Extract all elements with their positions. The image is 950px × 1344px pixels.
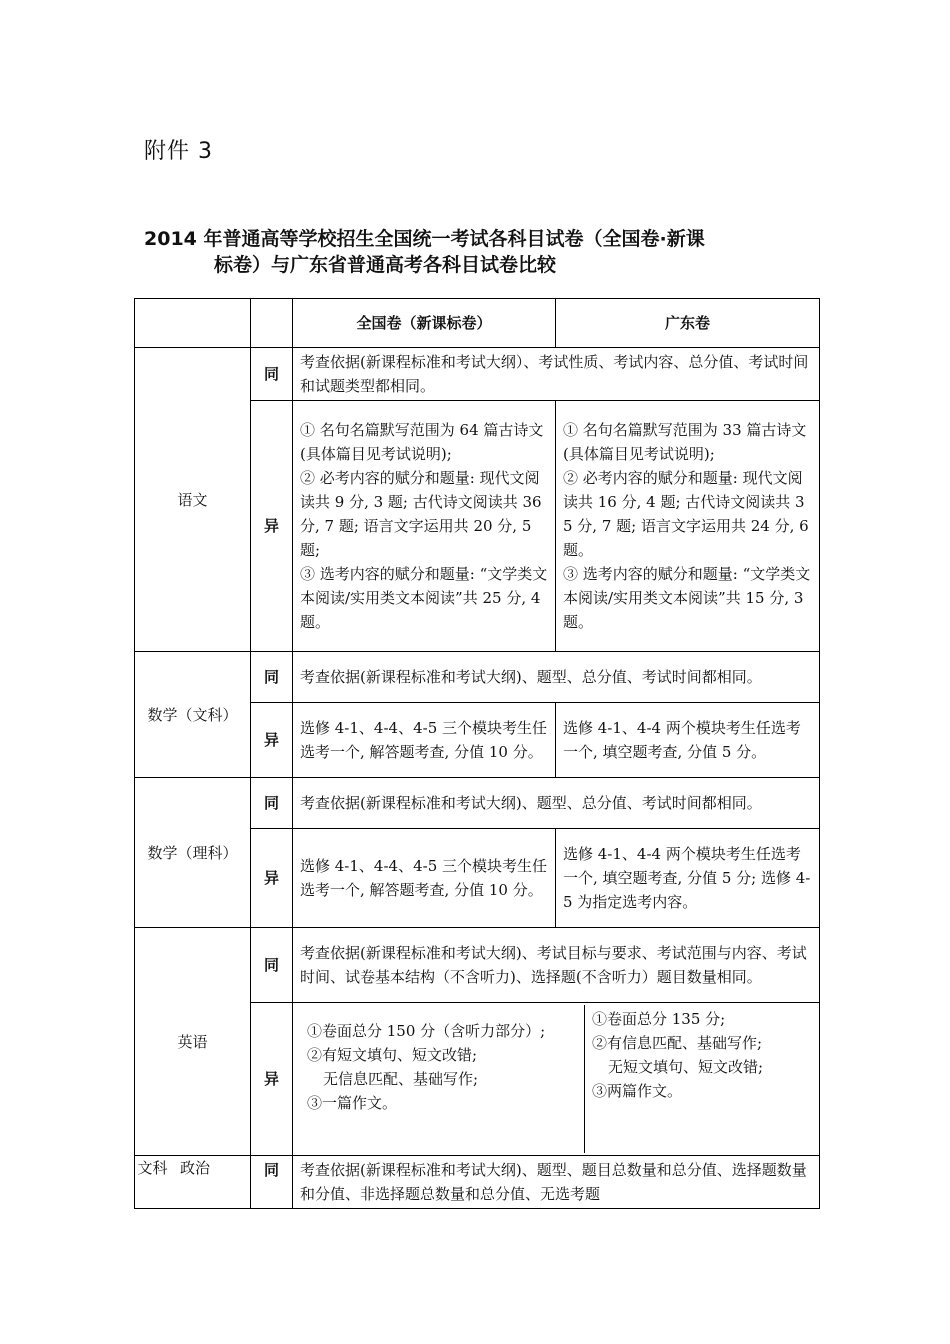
math-science-same-text: 考查依据(新课程标准和考试大纲)、题型、总分值、考试时间都相同。: [293, 778, 820, 829]
diff-label: 异: [251, 1003, 293, 1156]
same-label: 同: [251, 928, 293, 1003]
document-title: [144, 226, 824, 278]
english-same-text: 考查依据(新课程标准和考试大纲)、考试目标与要求、考试范围与内容、考试时间、试卷基本结构（不含听力)、选择题(不含听力）题目数量相同。: [293, 928, 820, 1003]
list-item: ③一篇作文。: [307, 1094, 398, 1112]
chinese-diff-guangdong: [556, 401, 820, 652]
diff-label: 异: [251, 829, 293, 928]
list-item: ② 必考内容的赋分和题量: 现代文阅读共 16 分, 4 题; 古代诗文阅读共 35 分, 7 题; 语言文字运用共 24 分, 6 题。: [563, 469, 809, 559]
table-row: [135, 778, 820, 829]
list-item: 无短文填句、短文改错;: [608, 1058, 764, 1076]
math-arts-diff-guangdong: 选修 4-1、4-4 两个模块考生任选考一个, 填空题考查, 分值 5 分。: [556, 703, 820, 778]
english-diff-national: [300, 1005, 584, 1153]
header-guangdong: 广东卷: [556, 299, 820, 348]
list-item: ③两篇作文。: [592, 1082, 683, 1100]
list-item: ③ 选考内容的赋分和题量: “文学类文本阅读/实用类文本阅读”共 15 分, 3 题。: [563, 565, 811, 631]
attachment-label: 附件 3: [144, 139, 213, 164]
subject-chinese: 语文: [135, 348, 251, 652]
table-row: [135, 1156, 820, 1209]
politics-same-text: 考查依据(新课程标准和考试大纲)、题型、题目总数量和总分值、选择题数量和分值、非选择题总数量和总分值、无选考题: [293, 1156, 820, 1209]
chinese-same-text: 考查依据(新课程标准和考试大纲）、考试性质、考试内容、总分值、考试时间和试题类型都相同。: [293, 348, 820, 401]
group-arts: 文科: [137, 1159, 168, 1177]
table-row: [135, 928, 820, 1003]
table-row: [135, 652, 820, 703]
list-item: ②有短文填句、短文改错;: [307, 1046, 478, 1064]
subject-politics: 政治: [180, 1159, 211, 1177]
table-row: [135, 348, 820, 401]
list-item: 无信息匹配、基础写作;: [323, 1070, 479, 1088]
list-item: ① 名句名篇默写范围为 33 篇古诗文(具体篇目见考试说明);: [563, 421, 807, 463]
diff-label: 异: [251, 703, 293, 778]
math-science-diff-guangdong: 选修 4-1、4-4 两个模块考生任选考一个, 填空题考查, 分值 5 分; 选修 4-5 为指定选考内容。: [556, 829, 820, 928]
list-item: ①卷面总分 135 分;: [592, 1010, 726, 1028]
list-item: ③ 选考内容的赋分和题量: “文学类文本阅读/实用类文本阅读”共 25 分, 4 题。: [300, 565, 548, 631]
header-national: 全国卷（新课标卷）: [293, 299, 556, 348]
same-label: 同: [251, 778, 293, 829]
header-blank-2: [251, 299, 293, 348]
same-label: 同: [251, 348, 293, 401]
list-item: ①卷面总分 150 分（含听力部分）;: [307, 1022, 546, 1040]
diff-label: 异: [251, 401, 293, 652]
politics-subject-cell: [135, 1156, 251, 1209]
subject-english: 英语: [135, 928, 251, 1156]
list-item: ②有信息匹配、基础写作;: [592, 1034, 763, 1052]
subject-math-arts: 数学（文科）: [135, 652, 251, 778]
list-item: ② 必考内容的赋分和题量: 现代文阅读共 9 分, 3 题; 古代诗文阅读共 36 分, 7 题; 语言文字运用共 20 分, 5 题;: [300, 469, 542, 559]
chinese-diff-national: [293, 401, 556, 652]
title-line-2: 标卷）与广东省普通高考各科目试卷比较: [214, 254, 557, 276]
comparison-table: [134, 298, 820, 1209]
english-diff-guangdong: [584, 1005, 812, 1153]
title-line-1: 2014 年普通高等学校招生全国统一考试各科目试卷（全国卷·新课: [144, 228, 705, 250]
same-label: 同: [251, 652, 293, 703]
math-arts-diff-national: 选修 4-1、4-4、4-5 三个模块考生任选考一个, 解答题考查, 分值 10 分。: [293, 703, 556, 778]
same-label: 同: [251, 1156, 293, 1209]
math-science-diff-national: 选修 4-1、4-4、4-5 三个模块考生任选考一个, 解答题考查, 分值 10 分。: [293, 829, 556, 928]
english-diff-cell: [293, 1003, 820, 1156]
subject-math-science: 数学（理科）: [135, 778, 251, 928]
header-blank-1: [135, 299, 251, 348]
list-item: ① 名句名篇默写范围为 64 篇古诗文(具体篇目见考试说明);: [300, 421, 544, 463]
table-header-row: [135, 299, 820, 348]
math-arts-same-text: 考查依据(新课程标准和考试大纲)、题型、总分值、考试时间都相同。: [293, 652, 820, 703]
